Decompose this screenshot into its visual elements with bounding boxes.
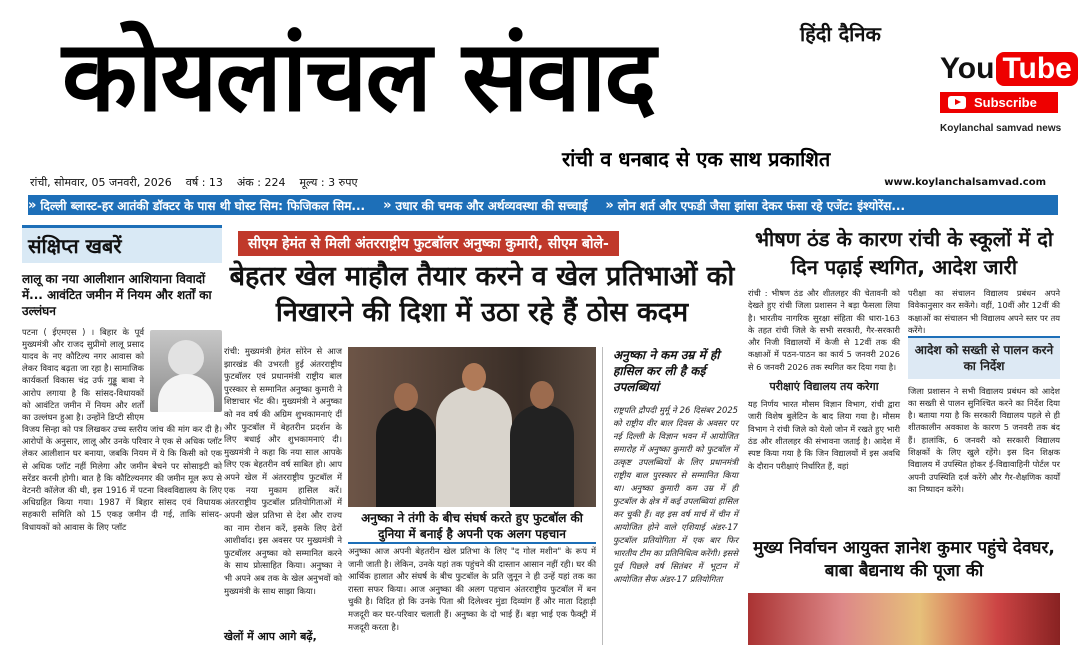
play-icon: [948, 96, 966, 109]
lead-story: [224, 225, 740, 645]
lead-subhead: खेलों में आप आगे बढ़ें,: [224, 630, 317, 643]
cold-wave-headline[interactable]: भीषण ठंड के कारण रांची के स्कूलों में दो दिन पढ़ाई स्थगित, आदेश जारी: [754, 227, 1054, 279]
price: मूल्य : 3 रुपए: [299, 175, 358, 189]
achievements-body: राष्ट्रपति द्रौपदी मुर्मू ने 26 दिसंबर 2025 को राष्ट्रीय वीर बाल दिवस के अवसर पर नई दिल्ली के विज्ञान भवन में आयोजित समारोह में अनुष्का कुमारी को फुटबॉल में उत्कृष्ट उपलब्धियों के लिए प्रधानमंत्री राष्ट्रीय बाल पुरस्कार से सम्मानित किया था। अनुष्का कुमारी कम उम्र में ही फुटबॉल के क्षेत्र में कई उपलब्धियां हासिल कर चुकी हैं। वह इस वर्ष मार्च में चीन में आयोजित होने वाले एशियाई अंडर-17 फुटबॉल प्रतियोगिता में एक बार फिर भारतीय टीम का प्रतिनिधित्व करेंगी। इससे पूर्व पिछले वर्ष सितंबर में भूटान में आयोजित सैफ अंडर-17 प्रतियोगिता: [613, 404, 738, 584]
chevron-right-icon: »: [383, 197, 392, 213]
briefs-heading: संक्षिप्त खबरें: [22, 225, 222, 263]
chevron-right-icon: »: [28, 197, 37, 213]
election-commissioner-headline[interactable]: मुख्य निर्वाचन आयुक्त ज्ञानेश कुमार पहुंचे देवघर, बाबा बैद्यनाथ की पूजा की: [753, 538, 1055, 581]
masthead-subtitle: रांची व धनबाद से एक साथ प्रकाशित: [562, 147, 831, 171]
achievements-box: [602, 347, 738, 645]
right-column: [748, 225, 1060, 645]
briefs-column: [22, 225, 222, 645]
news-ticker: [28, 195, 1058, 215]
brief-title[interactable]: लालू का नया आलीशान आशियाना विवादों में... आवंटित जमीन में नियम और शर्तों का उल्लंघन: [22, 272, 212, 319]
brief-body: पटना ( ईएमएस ) । बिहार के पूर्व मुख्यमंत्री और राजद सुप्रीमो लालू प्रसाद यादव के नए कौटिल्य नगर आवास को लेकर विवाद बढ़ता जा रहा है। सामाजिक कार्यकर्ता विकास चंद्र उर्फ गुड्डू बाबा ने आरोप लगाया है कि सांसद-विधायकों को आवंटित जमीन में नियम और शर्तों का उल्लंघन हुआ है। उन्होंने डिप्टी सीएम विजय सिन्हा को पत्र लिखकर उच्च स्तरीय जांच की मांग कर दी है। आरोपों के अनुसार, लालू और उनके परिवार ने एक से अधिक प्लॉट लेकर आलीशान घर बनाया, जबकि नियम में ये कि किसी को एक से अधिक प्लॉट नहीं मिलेगा और जमीन बेचने पर सोसाइटी को सरेंडर करनी होगी। बात है कि कौटिल्यनगर की जमीन मूल रूप से वेटनरी कॉलेज की थी, इस 1916 में पटना विश्वविद्यालय के लिए अधिग्रहित किया गया। 1987 में बिहार सांसद एवं विधायक सहकारी समिति को 15 एकड़ जमीन दी गई, ताकि सांसद-विधायकों को आवास के लिए प्लॉट: [22, 326, 222, 532]
lalu-photo: [150, 330, 222, 412]
place-date: रांची, सोमवार, 05 जनवरी, 2026: [30, 175, 172, 189]
cold-wave-col1: रांची : भीषण ठंड और शीतलहर की चेतावनी को देखते हुए रांची जिला प्रशासन ने बड़ा फैसला लिया है। भारतीय नागरिक सुरक्षा संहिता की धारा-163 के तहत रांची जिले के सभी सरकारी, गैर-सरकारी और निजी विद्यालयों में केजी से 12वीं तक की कक्षाओं में पठन-पाठन का कार्य 5 जनवरी 2026 से 6 जनवरी 2026 तक स्थगित कर दिया गया है। परीक्षाएं विद्यालय तय करेगा यह निर्णय भारत मौसम विज्ञान विभाग, रांची द्वारा जारी विशेष बुलेटिन के बाद लिया गया है। मौसम विभाग ने रांची जिले को येलो जोन में रखते हुए भारी ठंड और शीतलहर की संभावना जताई है। आदेश में स्पष्ट किया गया है कि जिन विद्यालयों में इस अवधि के दौरान परीक्षाएं निर्धारित हैं, वहां: [748, 288, 900, 471]
cold-wave-subhead: परीक्षाएं विद्यालय तय करेगा: [769, 380, 879, 394]
order-subhead-box: आदेश को सख्ती से पालन करने का निर्देश: [908, 336, 1060, 378]
lead-headline[interactable]: बेहतर खेल माहौल तैयार करने व खेल प्रतिभाओं को निखारने की दिशा में उठा रहे हैं ठोस कदम: [229, 261, 735, 329]
chevron-right-icon: »: [605, 197, 614, 213]
photo-caption: अनुष्का ने तंगी के बीच संघर्ष करते हुए फुटबॉल की दुनिया में बनाई है अपनी एक अलग पहचान: [348, 511, 596, 544]
lead-kicker: सीएम हेमंत से मिली अंतरराष्ट्रीय फुटबॉलर अनुष्का कुमारी, सीएम बोले-: [238, 231, 619, 256]
achievements-title: अनुष्का ने कम उम्र में ही हासिल कर ली है कई उपलब्धियां: [613, 348, 720, 395]
masthead: [0, 0, 1080, 170]
masthead-tagline: हिंदी दैनिक: [800, 22, 881, 46]
caption-body: अनुष्का आज अपनी बेहतरीन खेल प्रतिभा के लिए "द गोल मशीन" के रूप में जानी जाती है। लेकिन, उनके यहां तक पहुंचने की दास्तान आसान नहीं रही। घर की आर्थिक हालात और संघर्ष के बीच फुटबॉल के प्रति जुनून ने ही उन्हें यहां तक का रास्ता सफर किया। आज अनुष्का की अलग पहचान अंतरराष्ट्रीय फुटबॉल में बन चुकी है। विदित हो कि उनके पिता श्री दिलेश्वर मुंडा दिव्यांग हैं और माता दिहाड़ी मजदूरी कर घर-परिवार चलाती हैं। अनुष्का के दो भाई हैं। बड़ा भाई एक फैक्ट्री में मजदूरी करता है।: [348, 546, 596, 632]
cm-meeting-photo: [348, 347, 596, 507]
ticker-item[interactable]: » लोन शर्त और एफडी जैसा झांसा देकर फंसा रहे एजेंट: इंश्योरेंस...: [605, 197, 906, 213]
ticker-item[interactable]: » दिल्ली ब्लास्ट-हर आतंकी डॉक्टर के पास थी घोस्ट सिम: फिजिकल सिम...: [28, 197, 366, 213]
youtube-logo[interactable]: You Tube: [940, 52, 1070, 86]
deoghar-photo: [748, 593, 1060, 645]
issue: अंक : 224: [236, 175, 286, 189]
cold-wave-story: [748, 287, 1060, 495]
website-link[interactable]: www.koylanchalsamvad.com: [884, 176, 1046, 188]
ticker-item[interactable]: » उधार की चमक और अर्थव्यवस्था की सच्चाई: [383, 197, 588, 213]
youtube-channel-name: Koylanchal samvad news: [940, 123, 1062, 134]
newspaper-title: कोयलांचल संवाद: [62, 20, 655, 134]
youtube-promo[interactable]: [940, 52, 1070, 134]
cold-wave-col2: परीक्षा का संचालन विद्यालय प्रबंधन अपने विवेकानुसार कर सकेंगे। वहीं, 10वीं और 12वीं की कक्षाओं का संचालन भी विद्यालय अपने स्तर पर तय करेंगे। आदेश को सख्ती से पालन करने का निर्देश जिला प्रशासन ने सभी विद्यालय प्रबंधन को आदेश का सख्ती से पालन सुनिश्चित करने का निर्देश दिया है। बताया गया है कि सरकारी विद्यालय पहले से ही शीतकालीन अवकाश के कारण 5 जनवरी तक बंद हैं। हालांकि, 6 जनवरी को सरकारी विद्यालय शिक्षकों के लिए खुले रहेंगे। इस दिन शिक्षक विद्यालय में उपस्थित होकर ई-विद्यावाहिनी पोर्टल पर अपनी उपस्थिति दर्ज करेंगे और गैर-शैक्षणिक कार्यों का निष्पादन करेंगे।: [908, 288, 1060, 494]
subscribe-button[interactable]: Subscribe: [940, 92, 1058, 113]
year: वर्ष : 13: [185, 175, 223, 189]
issue-info-bar: [30, 173, 1060, 191]
lead-text: रांची: मुख्यमंत्री हेमंत सोरेन से आज झारखंड की उभरती हुई अंतरराष्ट्रीय फुटबॉलर एवं प्रधानमंत्री राष्ट्रीय बाल पुरस्कार से सम्मानित अनुष्का कुमारी ने शिष्टाचार भेंट की। मुख्यमंत्री ने अनुष्का को नव वर्ष की अग्रिम शुभकामनाएं दीं और फुटबॉल में बेहतरीन प्रदर्शन के लिए बधाई और शुभकामनाएं दी। मुख्यमंत्री ने कहा कि नया साल आपके लिए एक बेहतरीन वर्ष साबित हो। आप अपने खेल में अंतरराष्ट्रीय फुटबॉल में एक नया मुकाम हासिल करें। अंतरराष्ट्रीय फुटबॉल प्रतियोगिताओं में अपनी खेल प्रतिभा से देश और राज्य का नाम रोशन करें, इसके लिए ढेरों आशीर्वाद। इस अवसर पर मुख्यमंत्री ने फुटबॉलर अनुष्का को सम्मानित करने के साथ प्रोत्साहित किया। अनुष्का ने भी अपने अब तक के खेल अनुभवों को मुख्यमंत्री के साथ साझा किया।: [224, 346, 342, 596]
